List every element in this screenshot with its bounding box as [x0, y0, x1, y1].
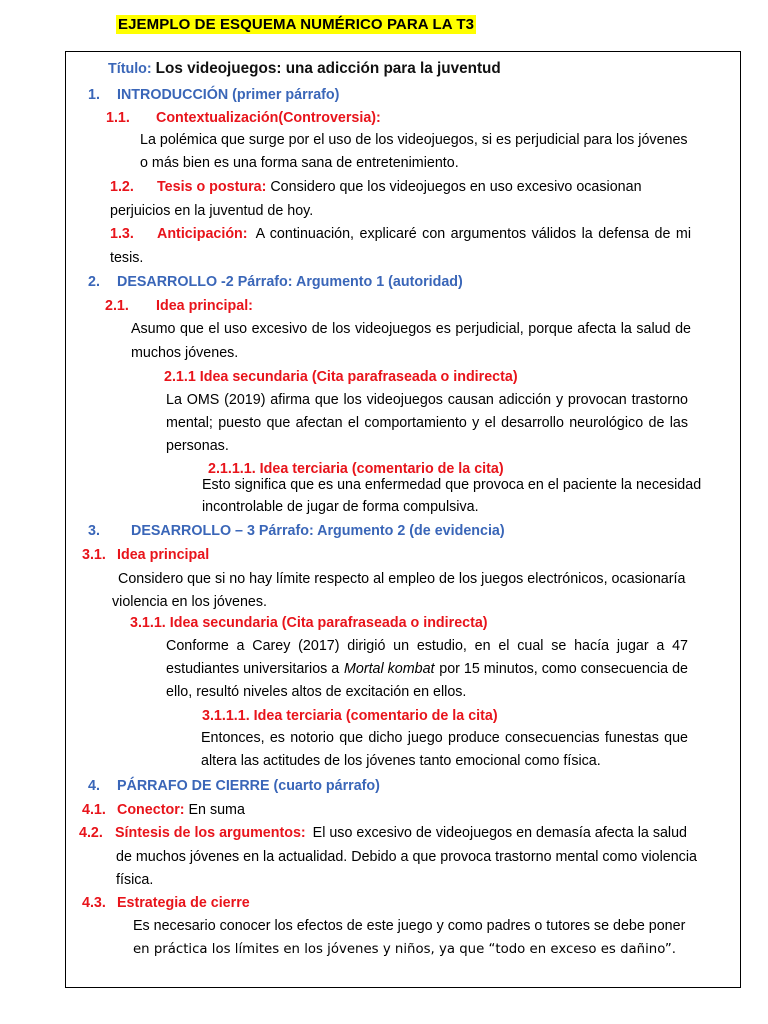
subsection-2-1-heading — [105, 297, 253, 315]
subsection-2-1-1-heading: 2.1.1 Idea secundaria (Cita parafraseada o indirecta) — [164, 369, 518, 385]
body-line: física. — [116, 872, 154, 888]
title-text: Los videojuegos: una adicción para la juventud — [155, 60, 501, 77]
section-4-heading — [88, 777, 380, 795]
subsection-4-2 — [79, 824, 687, 842]
section-label: Síntesis de los argumentos: — [115, 825, 306, 841]
body-text: estudiantes universitarios a — [166, 661, 344, 677]
body-line: incontrolable de jugar de forma compulsiva. — [202, 499, 479, 515]
essay-title — [108, 60, 501, 78]
subsection-3-1-1-1-heading: 3.1.1.1. Idea terciaria (comentario de la cita) — [202, 708, 498, 724]
body-line: o más bien es una forma sana de entretenimiento. — [140, 155, 459, 171]
subsection-4-3-heading — [82, 894, 250, 912]
section-label: Tesis o postura: — [157, 179, 267, 195]
body-line: La polémica que surge por el uso de los videojuegos, si es perjudicial para los jóvenes — [140, 132, 688, 148]
title-label: Título: — [108, 61, 152, 77]
body-line — [166, 660, 688, 678]
section-number: 3.1. — [82, 547, 106, 563]
body-line: Conforme a Carey (2017) dirigió un estudio, en el cual se hacía jugar a 47 — [166, 638, 688, 654]
subsection-3-1-1-heading: 3.1.1. Idea secundaria (Cita parafraseada o indirecta) — [130, 615, 488, 631]
body-line: tesis. — [110, 250, 144, 266]
section-label: Idea principal — [117, 547, 210, 563]
body-line: Asumo que el uso excesivo de los videojuegos es perjudicial, porque afecta la salud de — [131, 321, 691, 337]
section-label: INTRODUCCIÓN (primer párrafo) — [117, 87, 340, 103]
body-line: perjuicios en la juventud de hoy. — [110, 203, 314, 219]
section-number: 1.2. — [110, 179, 134, 195]
body-text: A continuación, explicaré con argumentos válidos la defensa de mi — [255, 226, 691, 242]
section-label: Anticipación: — [157, 226, 248, 242]
body-line: La OMS (2019) afirma que los videojuegos causan adicción y provocan trastorno — [166, 392, 688, 408]
body-text: El uso excesivo de videojuegos en demasía afecta la salud — [312, 825, 687, 841]
body-line: Esto significa que es una enfermedad que provoca en el paciente la necesidad — [202, 477, 702, 493]
section-label: Estrategia de cierre — [117, 895, 250, 911]
subsection-4-1 — [82, 801, 245, 819]
section-number: 1.3. — [110, 226, 134, 242]
section-number: 4.3. — [82, 895, 106, 911]
body-line: muchos jóvenes. — [131, 345, 239, 361]
body-line: en práctica los límites en los jóvenes y niños, ya que “todo en exceso es dañino”. — [133, 942, 676, 957]
section-number: 3. — [88, 523, 100, 539]
subsection-3-1-heading — [82, 546, 209, 564]
section-2-heading — [88, 273, 463, 291]
body-text: Considero que los videojuegos en uso excesivo ocasionan — [266, 179, 642, 195]
section-number: 1.1. — [106, 110, 130, 126]
section-label: Contextualización(Controversia): — [156, 110, 381, 126]
section-number: 1. — [88, 87, 100, 103]
game-title: Mortal kombat — [343, 661, 435, 677]
body-line: mental; puesto que afectan el comportamiento y el desarrollo neurológico de las — [166, 415, 688, 431]
body-text: En suma — [184, 802, 245, 818]
body-line: personas. — [166, 438, 229, 454]
section-number: 2. — [88, 274, 100, 290]
subsection-1-2 — [110, 178, 642, 196]
page-heading: EJEMPLO DE ESQUEMA NUMÉRICO PARA LA T3 — [118, 16, 475, 33]
body-line: Es necesario conocer los efectos de este juego y como padres o tutores se debe poner — [133, 918, 686, 934]
section-number: 2.1. — [105, 298, 129, 314]
section-label: DESARROLLO – 3 Párrafo: Argumento 2 (de evidencia) — [131, 523, 505, 539]
section-number: 4. — [88, 778, 100, 794]
section-3-heading — [88, 522, 505, 540]
section-1-heading — [88, 86, 339, 104]
body-line: de muchos jóvenes en la actualidad. Debido a que provoca trastorno mental como violencia — [116, 849, 697, 865]
body-line: violencia en los jóvenes. — [112, 594, 267, 610]
section-label: Conector: — [117, 802, 185, 818]
section-label: Idea principal: — [156, 298, 253, 314]
subsection-1-1-heading — [106, 109, 381, 127]
body-text: por 15 minutos, como consecuencia de — [435, 661, 688, 677]
section-number: 4.1. — [82, 802, 106, 818]
subsection-1-3 — [110, 225, 691, 243]
subsection-2-1-1-1-heading: 2.1.1.1. Idea terciaria (comentario de la cita) — [208, 461, 504, 477]
body-line: altera las actitudes de los jóvenes tanto emocional como física. — [201, 753, 601, 769]
section-label: DESARROLLO -2 Párrafo: Argumento 1 (autoridad) — [117, 274, 463, 290]
body-line: Entonces, es notorio que dicho juego produce consecuencias funestas que — [201, 730, 688, 746]
section-label: PÁRRAFO DE CIERRE (cuarto párrafo) — [117, 778, 380, 794]
body-line: Considero que si no hay límite respecto al empleo de los juegos electrónicos, ocasionaría — [118, 571, 686, 587]
section-number: 4.2. — [79, 825, 103, 841]
body-line: ello, resultó niveles altos de excitación en ellos. — [166, 684, 467, 700]
